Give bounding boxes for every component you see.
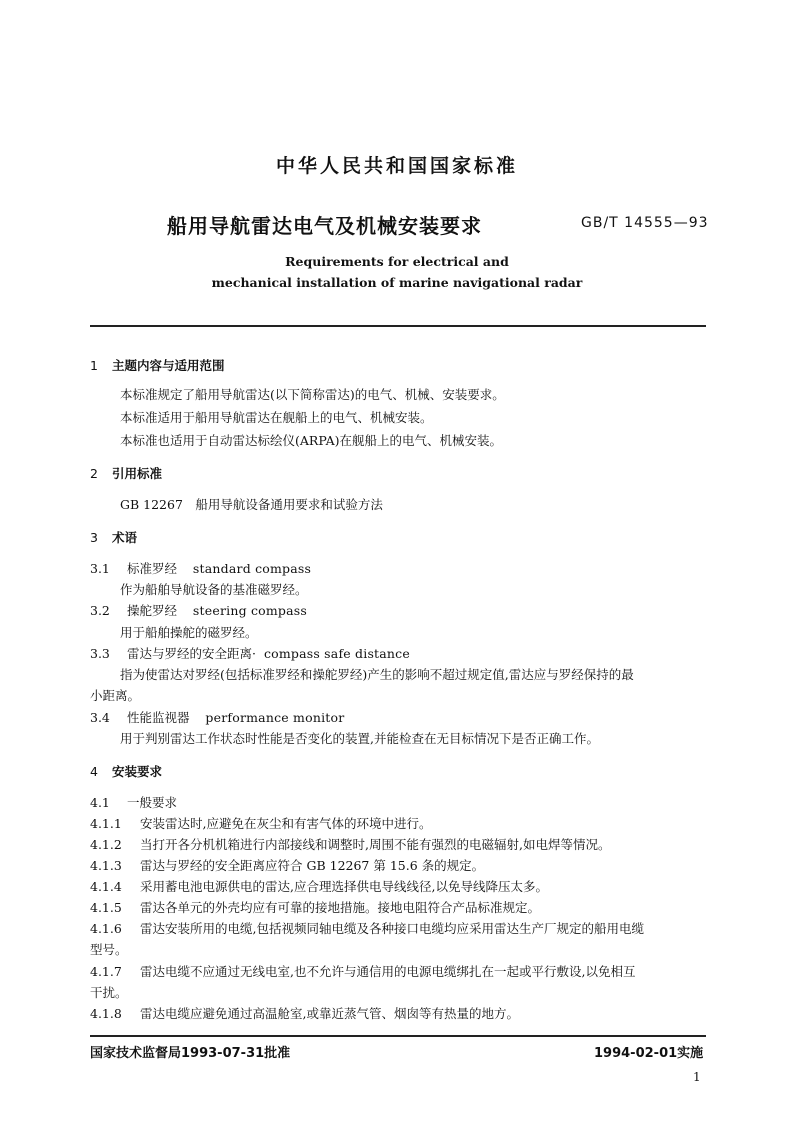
english-subtitle-line-2: mechanical installation of marine navigational radar [211, 275, 583, 290]
section-3-heading [90, 530, 137, 546]
clause-text: 当打开各分机机箱进行内部接线和调整时,周围不能有强烈的电磁辐射,如电焊等情况。 [140, 837, 611, 852]
term-english: standard compass [192, 561, 312, 576]
section-title: 主题内容与适用范围 [112, 358, 225, 373]
clause-number: 4.1 [90, 795, 110, 810]
clause-text: 雷达电缆不应通过无线电室,也不允许与通信用的电源电缆绑扎在一起或平行敷设,以免相互 [140, 964, 636, 979]
document-title: 船用导航雷达电气及机械安装要求 [167, 214, 482, 238]
clause-4-1-4 [90, 879, 548, 895]
term: 雷达与罗经的安全距离· [127, 646, 256, 661]
section-number: 4 [90, 764, 98, 779]
term-3-2 [90, 603, 307, 619]
term-definition: 作为船舶导航设备的基准磁罗经。 [120, 582, 308, 597]
clause-title: 一般要求 [127, 795, 178, 810]
footer-rule [90, 1035, 706, 1037]
term-english: compass safe distance [263, 646, 410, 661]
paragraph: 本标准规定了船用导航雷达(以下简称雷达)的电气、机械、安装要求。 [120, 387, 505, 402]
clause-4-1 [90, 795, 177, 811]
approval-line: 国家技术监督局1993-07-31批准 [90, 1046, 291, 1061]
term: 性能监视器 [127, 710, 190, 725]
section-number: 1 [90, 358, 98, 373]
standard-code: GB/T 14555—93 [581, 215, 709, 231]
clause-4-1-7 [90, 964, 635, 980]
issuing-body-heading: 中华人民共和国国家标准 [275, 155, 518, 177]
section-number: 2 [90, 466, 98, 481]
clause-4-1-3 [90, 858, 484, 874]
clause-4-1-1 [90, 816, 431, 832]
section-title: 安装要求 [112, 764, 163, 779]
term-definition: 用于船舶操舵的磁罗经。 [120, 625, 258, 640]
clause-number: 3.4 [90, 710, 110, 725]
header-rule [90, 325, 706, 327]
term-3-4 [90, 710, 344, 726]
term-3-1 [90, 561, 311, 577]
clause-number: 4.1.1 [90, 816, 122, 831]
clause-number: 3.3 [90, 646, 110, 661]
clause-4-1-5 [90, 900, 540, 916]
clause-continuation: 型号。 [90, 942, 128, 957]
term: 操舵罗经 [127, 603, 178, 618]
clause-number: 4.1.4 [90, 879, 122, 894]
term-definition-continuation: 小距离。 [90, 688, 141, 703]
clause-number: 3.1 [90, 561, 110, 576]
term: 标准罗经 [127, 561, 178, 576]
normative-reference: GB 12267 船用导航设备通用要求和试验方法 [120, 497, 383, 512]
clause-number: 4.1.6 [90, 921, 122, 936]
section-title: 引用标准 [112, 466, 163, 481]
clause-text: 雷达安装所用的电缆,包括视频同轴电缆及各种接口电缆均应采用雷达生产厂规定的船用电缆 [140, 921, 644, 936]
term-english: steering compass [192, 603, 308, 618]
page-number: 1 [693, 1070, 701, 1084]
section-number: 3 [90, 530, 98, 545]
clause-4-1-6 [90, 921, 644, 937]
clause-text: 安装雷达时,应避免在灰尘和有害气体的环境中进行。 [140, 816, 432, 831]
clause-continuation: 干扰。 [90, 985, 128, 1000]
clause-text: 雷达各单元的外壳均应有可靠的接地措施。接地电阻符合产品标准规定。 [140, 900, 541, 915]
section-4-heading [90, 764, 162, 780]
clause-number: 4.1.8 [90, 1006, 122, 1021]
clause-number: 4.1.7 [90, 964, 122, 979]
clause-4-1-8 [90, 1006, 519, 1022]
paragraph: 本标准也适用于自动雷达标绘仪(ARPA)在舰船上的电气、机械安装。 [120, 433, 502, 448]
clause-4-1-2 [90, 837, 610, 853]
clause-text: 采用蓄电池电源供电的雷达,应合理选择供电导线线径,以免导线降压太多。 [140, 879, 548, 894]
clause-text: 雷达电缆应避免通过高温舱室,或靠近蒸气管、烟囱等有热量的地方。 [140, 1006, 519, 1021]
term-definition: 用于判别雷达工作状态时性能是否变化的装置,并能检查在无目标情况下是否正确工作。 [120, 731, 599, 746]
clause-number: 4.1.5 [90, 900, 122, 915]
term-3-3 [90, 646, 410, 662]
clause-number: 4.1.2 [90, 837, 122, 852]
paragraph: 本标准适用于船用导航雷达在舰船上的电气、机械安装。 [120, 410, 433, 425]
section-2-heading [90, 466, 162, 482]
section-1-heading [90, 358, 225, 374]
clause-number: 4.1.3 [90, 858, 122, 873]
term-definition: 指为使雷达对罗经(包括标准罗经和操舵罗经)产生的影响不超过规定值,雷达应与罗经保持的最 [120, 667, 634, 682]
term-english: performance monitor [205, 710, 345, 725]
section-title: 术语 [112, 530, 138, 545]
implementation-date: 1994-02-01实施 [594, 1046, 704, 1061]
clause-text: 雷达与罗经的安全距离应符合 GB 12267 第 15.6 条的规定。 [140, 858, 485, 873]
clause-number: 3.2 [90, 603, 110, 618]
english-subtitle-line-1: Requirements for electrical and [285, 254, 509, 269]
